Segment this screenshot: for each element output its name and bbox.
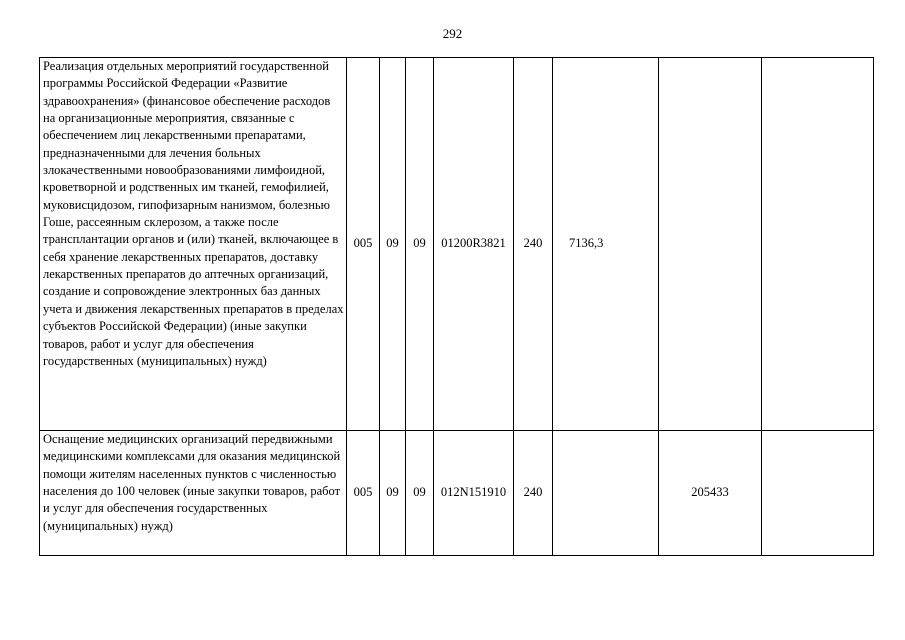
row-description: Реализация отдельных мероприятий государственной программы Российской Федерации «Развитие здравоохранения» (финансовое обеспечение расходов на организационные мероприятия, связанные с обеспечением лиц лекарственными препаратами, предназначенными для лечения больных злокачественными новообразованиями лимфоидной, кроветворной и родственных им тканей, гемофилией, муковисцидозом, гипофизарным нанизмом, болезнью Гоше, рассеянным склерозом, а также после трансплантации органов и (или) тканей, включающее в себя хранение лекарственных препаратов, доставку лекарственных препаратов до аптечных организаций, создание и сопровождение электронных баз данных учета и движения лекарственных препаратов в пределах субъектов Российской Федерации) (иные закупки товаров, работ и услуг для обеспечения государственных (муниципальных) нужд) — [40, 58, 347, 431]
target-article-cell: 01200R3821 — [434, 58, 514, 431]
ministry-code-cell: 005 — [347, 431, 380, 556]
page-number: 292 — [442, 26, 463, 41]
row-description: Оснащение медицинских организаций передвижными медицинскими комплексами для оказания медицинской помощи жителям населенных пунктов с численностью населения до 100 человек (иные закупки товаров, работ и услуг для обеспечения государственных (муниципальных) нужд) — [40, 431, 347, 556]
table-row — [40, 58, 874, 431]
expense-type-cell: 240 — [514, 431, 553, 556]
subsection-cell: 09 — [406, 58, 434, 431]
section-cell: 09 — [380, 431, 406, 556]
section-cell: 09 — [380, 58, 406, 431]
expense-type-cell: 240 — [514, 58, 553, 431]
amount-1-cell: 7136,3 — [553, 58, 659, 431]
budget-table — [39, 57, 874, 556]
amount-3-cell — [762, 431, 874, 556]
amount-2-cell: 205433 — [659, 431, 762, 556]
ministry-code-cell: 005 — [347, 58, 380, 431]
table-row — [40, 431, 874, 556]
amount-1-cell — [553, 431, 659, 556]
target-article-cell: 012N151910 — [434, 431, 514, 556]
amount-2-cell — [659, 58, 762, 431]
subsection-cell: 09 — [406, 431, 434, 556]
amount-3-cell — [762, 58, 874, 431]
